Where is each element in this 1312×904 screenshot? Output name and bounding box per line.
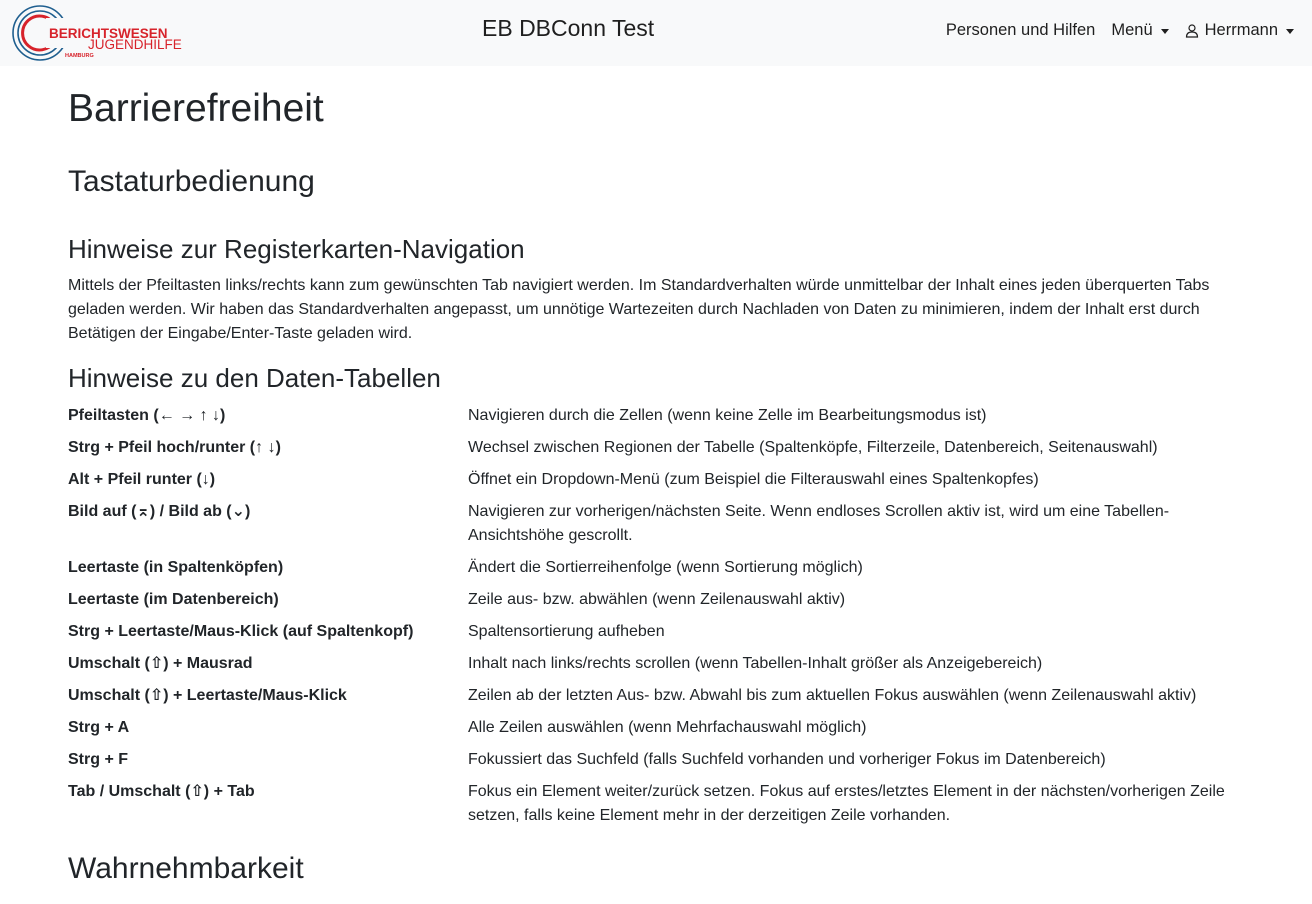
- nav-dropdown-menu[interactable]: [1111, 21, 1168, 40]
- shortcut-row: [68, 468, 1246, 492]
- shortcut-desc: Fokussiert das Suchfeld (falls Suchfeld vorhanden und vorheriger Fokus im Datenbereich): [468, 751, 1106, 768]
- shortcut-key: Strg + F: [68, 751, 129, 768]
- shortcut-key: Leertaste (in Spaltenköpfen): [68, 559, 284, 576]
- logo-text-2: JUGENDHILFE: [88, 37, 182, 52]
- nav-dropdown-user[interactable]: [1185, 21, 1294, 40]
- shortcut-desc: Ändert die Sortierreihenfolge (wenn Sortierung möglich): [468, 559, 863, 576]
- navbar: [0, 0, 1312, 66]
- chevron-down-icon: [1286, 29, 1294, 34]
- shortcut-desc: Alle Zeilen auswählen (wenn Mehrfachauswahl möglich): [468, 719, 867, 736]
- shortcut-row: [68, 716, 1246, 740]
- shortcut-row: [68, 436, 1246, 460]
- logo-icon: [10, 4, 190, 64]
- nav-menu-label: Menü: [1111, 21, 1153, 39]
- shortcut-key: Pfeiltasten (← → ↑ ↓): [68, 407, 226, 424]
- shortcut-desc: Wechsel zwischen Regionen der Tabelle (Spaltenköpfe, Filterzeile, Datenbereich, Seitenauswahl): [468, 439, 1158, 456]
- logo-link[interactable]: [10, 4, 190, 64]
- shortcut-row: [68, 620, 1246, 644]
- nav-user-label: Herrmann: [1204, 21, 1278, 39]
- perception-heading: Wahrnehmbarkeit: [68, 852, 304, 885]
- tabs-heading: Hinweise zur Registerkarten-Navigation: [68, 234, 525, 264]
- shortcut-desc: Öffnet ein Dropdown-Menü (zum Beispiel die Filterauswahl eines Spaltenkopfes): [468, 471, 1039, 488]
- shortcut-key: Strg + A: [68, 719, 130, 736]
- keyboard-heading: Tastaturbedienung: [68, 165, 315, 198]
- app-title: EB DBConn Test: [482, 15, 655, 41]
- page-title: Barrierefreiheit: [68, 87, 324, 130]
- shortcut-key: Strg + Pfeil hoch/runter (↑ ↓): [68, 439, 281, 456]
- shortcut-row: [68, 588, 1246, 612]
- shortcut-key: Umschalt (⇧) + Mausrad: [68, 655, 253, 672]
- shortcut-row: [68, 404, 1246, 428]
- shortcut-key: Tab / Umschalt (⇧) + Tab: [68, 783, 255, 800]
- shortcut-desc: Zeilen ab der letzten Aus- bzw. Abwahl bis zum aktuellen Fokus auswählen (wenn Zeilenauswahl aktiv): [468, 687, 1197, 704]
- nav-links: [930, 21, 1294, 40]
- shortcut-desc: Fokus ein Element weiter/zurück setzen. Fokus auf erstes/letztes Element in der nächsten/vorherigen Zeile setzen, falls keine Element mehr in der derzeitigen Zeile vorhanden.: [468, 783, 1225, 824]
- shortcut-list: [68, 404, 1246, 836]
- shortcut-row: [68, 780, 1246, 828]
- shortcut-desc: Navigieren durch die Zellen (wenn keine Zelle im Bearbeitungsmodus ist): [468, 407, 987, 424]
- nav-link-people[interactable]: [946, 21, 1096, 40]
- shortcut-key: Strg + Leertaste/Maus-Klick (auf Spaltenkopf): [68, 623, 414, 640]
- tables-heading: Hinweise zu den Daten-Tabellen: [68, 363, 441, 393]
- shortcut-row: [68, 748, 1246, 772]
- shortcut-row: [68, 652, 1246, 676]
- shortcut-desc: Inhalt nach links/rechts scrollen (wenn Tabellen-Inhalt größer als Anzeigebereich): [468, 655, 1043, 672]
- shortcut-desc: Spaltensortierung aufheben: [468, 623, 665, 640]
- shortcut-row: [68, 500, 1246, 548]
- shortcut-key: Bild auf (⌅) / Bild ab (⌄): [68, 503, 251, 520]
- shortcut-row: [68, 556, 1246, 580]
- user-icon: [1185, 24, 1199, 38]
- shortcut-desc: Zeile aus- bzw. abwählen (wenn Zeilenauswahl aktiv): [468, 591, 846, 608]
- shortcut-row: [68, 684, 1246, 708]
- shortcut-desc: Navigieren zur vorherigen/nächsten Seite. Wenn endloses Scrollen aktiv ist, wird um eine Tabellen-Ansichtshöhe gescrollt.: [468, 503, 1170, 544]
- shortcut-key: Umschalt (⇧) + Leertaste/Maus-Klick: [68, 687, 347, 704]
- shortcut-key: Leertaste (im Datenbereich): [68, 591, 279, 608]
- logo-text-1: BERICHTSWESEN: [49, 26, 168, 41]
- tabs-paragraph: Mittels der Pfeiltasten links/rechts kann zum gewünschten Tab navigiert werden. Im Standardverhalten würde unmittelbar der Inhalt eines jeden überquerten Tabs geladen werden. Wir haben das Standardverhalten angepasst, um unnötige Wartezeiten durch Nachladen von Daten zu minimieren, indem der Inhalt erst durch Betätigen der Eingabe/Enter-Taste geladen wird.: [68, 277, 1210, 342]
- logo-text-3: HAMBURG: [65, 53, 94, 59]
- shortcut-key: Alt + Pfeil runter (↓): [68, 471, 216, 488]
- nav-link-people-label: Personen und Hilfen: [945, 21, 1096, 39]
- chevron-down-icon: [1161, 29, 1169, 34]
